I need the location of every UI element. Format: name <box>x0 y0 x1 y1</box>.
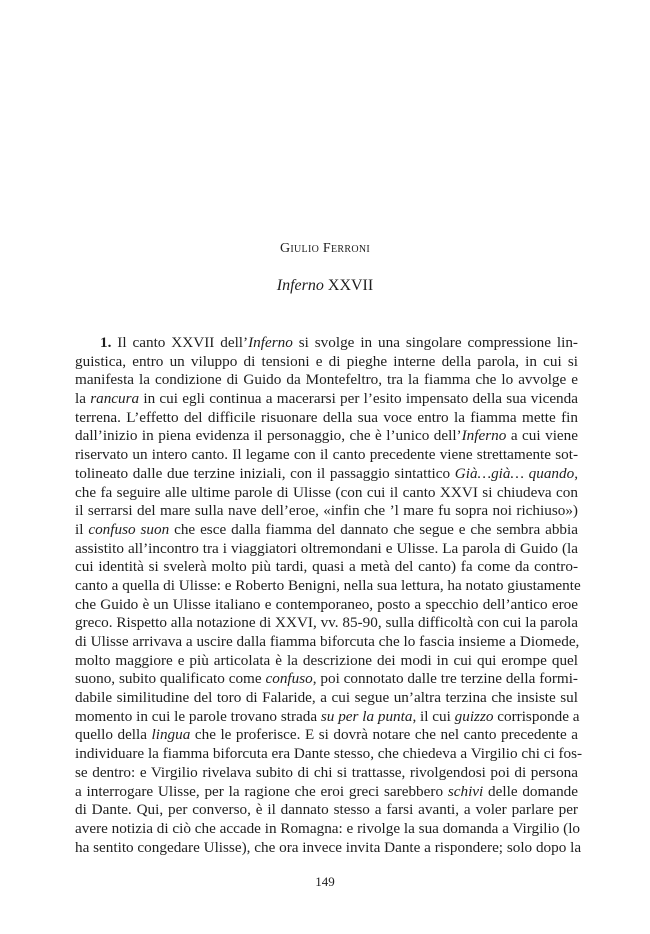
text-run: si svolge in una singolare compressione lin- <box>292 334 578 351</box>
text-run: , poi connotato dalle tre terzine della formi- <box>312 670 578 688</box>
text-line <box>75 390 578 409</box>
text-line <box>75 502 578 521</box>
text-line <box>75 708 578 727</box>
italic-text: confuso suon <box>88 520 170 538</box>
text-run: in cui egli continua a macerarsi per l’esito impensato della sua vicenda <box>139 390 578 408</box>
text-run: manifesta la condizione di Guido da Montefeltro, tra la fiamma che lo avvolge e <box>75 371 578 389</box>
text-run: terrena. L’effetto del difficile risuonare della sua voce entro la fiamma mette fin <box>75 408 578 426</box>
text-run: guistica, entro un viluppo di tensioni e di pieghe interne della parola, in cui si <box>75 352 578 370</box>
text-line <box>75 576 581 596</box>
chapter-title <box>0 277 650 295</box>
text-line <box>75 783 578 802</box>
text-line <box>75 838 582 858</box>
text-run: individuare la fiamma biforcuta era Dante stesso, che chiedeva a Virgilio chi ci fos- <box>75 745 583 763</box>
text-line <box>75 596 578 615</box>
chapter-title-rest: XXVII <box>323 277 374 294</box>
text-line <box>75 614 578 633</box>
text-line <box>75 764 578 783</box>
text-run: , il cui <box>412 707 455 725</box>
italic-text: Inferno <box>461 427 507 445</box>
italic-text: Inferno <box>248 334 293 351</box>
text-line <box>75 465 578 484</box>
text-line <box>75 540 578 559</box>
text-run: ha sentito congedare Ulisse), che ora invece invita Dante a rispondere; solo dopo la <box>75 838 582 856</box>
italic-text: lingua <box>151 726 191 744</box>
text-line <box>75 521 578 540</box>
text-run: delle domande <box>483 782 578 800</box>
chapter-author: Giulio Ferroni <box>279 241 371 256</box>
text-run: di Dante. Qui, per converso, è il dannato stesso a farsi avanti, a voler parlare per <box>75 801 578 819</box>
text-run: canto a quella di Ulisse: e Roberto Benigni, nella sua lettura, ha notato giustamente <box>75 576 581 594</box>
text-line <box>75 409 578 428</box>
text-run: cui identità si svelerà molto più tardi, quasi a metà del canto) fa come da contro- <box>75 558 578 576</box>
text-run: momento in cui le parole trovano strada <box>75 707 321 725</box>
text-line <box>75 801 578 820</box>
text-line <box>75 427 578 446</box>
italic-text: su per la punta <box>320 707 413 725</box>
text-run: assistito all’incontro tra i viaggiatori oltremondani e Ulisse. La parola di Guido (la <box>75 539 578 557</box>
text-run: tolineato dalle due terzine iniziali, con il passaggio sintattico <box>75 464 455 482</box>
text-run: che esce dalla fiamma del dannato che segue e che sembra abbia <box>169 520 578 538</box>
text-run: che le proferisce. E si dovrà notare che nel canto precedente a <box>190 726 578 744</box>
text-run: riservato un intero canto. Il legame con il canto precedente viene strettamente sot- <box>75 446 578 464</box>
text-run: molto maggiore e più articolata è la descrizione dei modi in cui qui erompe quel <box>75 651 578 669</box>
text-run: greco. Rispetto alla notazione di XXVI, vv. 85-90, sulla difficoltà con cui la parola <box>75 614 578 632</box>
text-line <box>75 633 578 652</box>
text-run: che Guido è un Ulisse italiano e contemporaneo, posto a specchio dell’antico eroe <box>75 595 578 613</box>
text-run: che fa seguire alle ultime parole di Ulisse (con cui il canto XXVI si chiudeva con <box>75 483 578 501</box>
italic-text: Già…già… quando <box>454 464 575 482</box>
italic-text: schivi <box>447 782 484 800</box>
text-run: se dentro: e Virgilio rivelava subito di chi si trattasse, rivolgendosi poi di persona <box>75 763 578 781</box>
text-line <box>75 371 578 390</box>
text-line <box>75 652 578 671</box>
text-run: suono, subito qualificato come <box>75 670 266 688</box>
text-line <box>75 484 578 503</box>
text-line <box>75 353 578 372</box>
text-run: avere notizia di ciò che accade in Romagna: e rivolge la sua domanda a Virgilio (lo <box>75 819 581 837</box>
text-line <box>75 689 578 708</box>
body-text <box>75 334 583 857</box>
text-line <box>75 558 578 577</box>
text-run: dabile similitudine del toro di Falaride, a cui segue un’altra terzina che insiste sul <box>75 689 578 707</box>
text-line <box>75 446 578 465</box>
text-line <box>75 334 578 353</box>
text-line <box>75 745 583 764</box>
text-run: , <box>574 464 578 482</box>
text-run: corrisponde a <box>493 707 580 725</box>
chapter-title-italic: Inferno <box>276 277 324 294</box>
text-run: la <box>75 390 91 408</box>
text-run: a interrogare Ulisse, per la ragione che eroi greci sarebbero <box>75 782 448 800</box>
text-line <box>75 819 581 839</box>
text-run: dall’inizio in piena evidenza il personaggio, che è l’unico dell’ <box>75 427 462 445</box>
text-run: Il canto XXVII dell’ <box>111 334 249 351</box>
section-number: 1. <box>100 334 112 351</box>
text-run: di Ulisse arrivava a uscire dalla fiamma biforcuta che lo fascia insieme a Diomede, <box>75 633 580 650</box>
italic-text: guizzo <box>454 707 494 725</box>
text-run: quello della <box>75 726 152 744</box>
text-run: il serrarsi del mare sulla nave dell’eroe, «infin che ’l mare fu sopra noi richiuso») <box>75 502 578 520</box>
text-run: a cui viene <box>506 427 578 445</box>
text-line <box>75 670 578 689</box>
text-run: il <box>75 520 89 538</box>
page-number: 149 <box>315 874 335 889</box>
text-line <box>75 726 578 745</box>
italic-text: confuso <box>265 670 313 688</box>
italic-text: rancura <box>90 390 140 408</box>
